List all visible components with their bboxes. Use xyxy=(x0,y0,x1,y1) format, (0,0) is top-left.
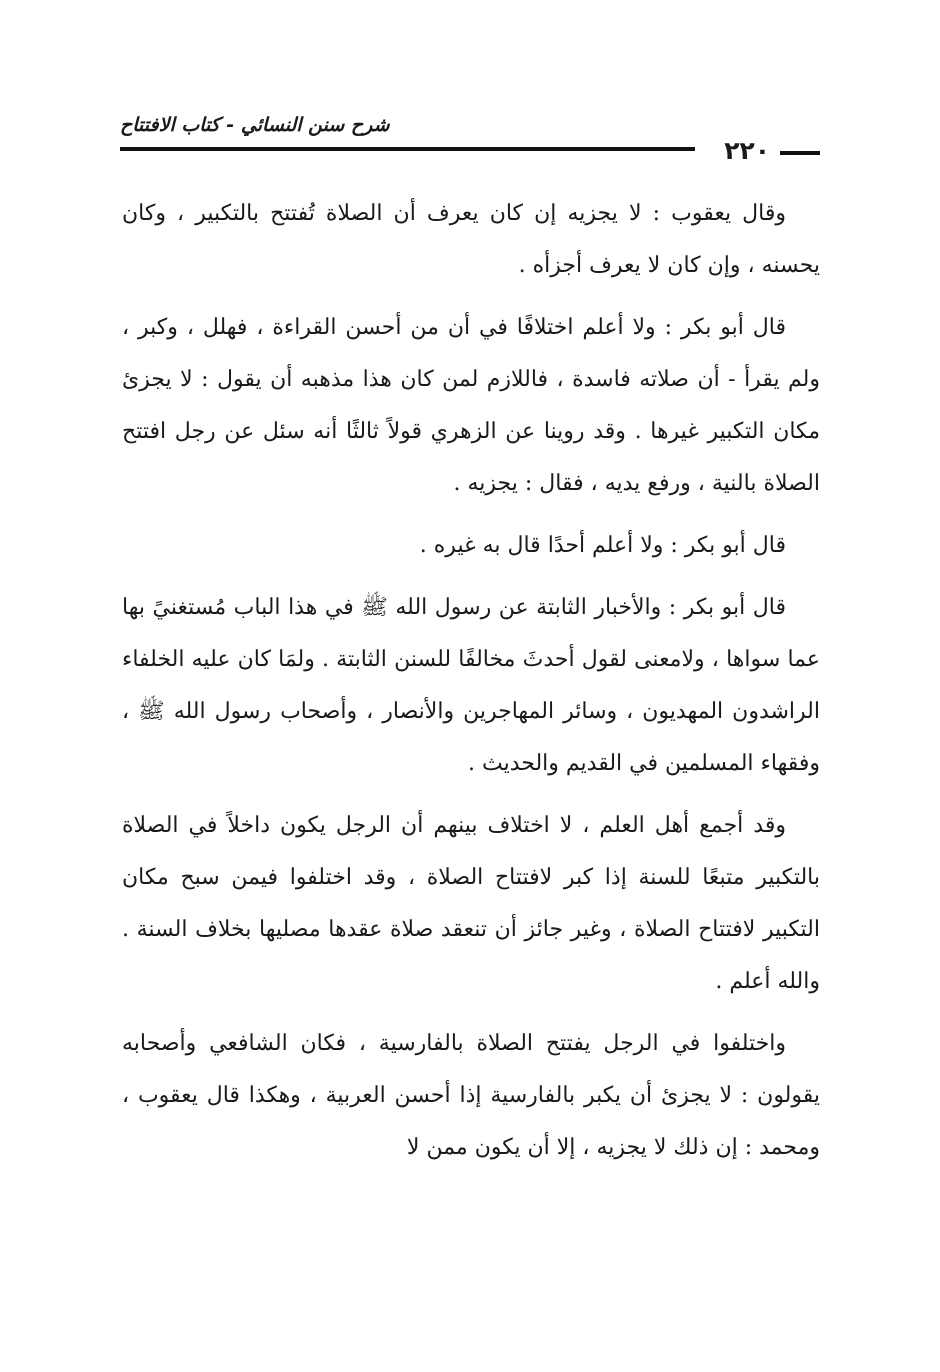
page-number: ٢٢٠ xyxy=(724,136,770,165)
header-rule xyxy=(120,147,695,151)
paragraph-6: واختلفوا في الرجل يفتتح الصلاة بالفارسية ، فكان الشافعي وأصحابه يقولون : لا يجزئ أن يكبر بالفارسية إذا أحسن العربية ، وهكذا قال يعقوب ، ومحمد : إن ذلك لا يجزيه ، إلا أن يكون ممن لا xyxy=(122,1031,820,1160)
paragraph-1: وقال يعقوب : لا يجزيه إن كان يعرف أن الصلاة تُفتتح بالتكبير ، وكان يحسنه ، وإن كان لا يعرف أجزأه . xyxy=(122,201,820,278)
paragraph-2: قال أبو بكر : ولا أعلم اختلافًا في أن من أحسن القراءة ، فهلل ، وكبر ، ولم يقرأ - أن صلاته فاسدة ، فاللازم لمن كان هذا مذهبه أن يقول : لا يجزئ مكان التكبير غيرها . وقد روينا عن الزهري قولاً ثالثًا أنه سئل عن رجل افتتح الصلاة بالنية ، ورفع يديه ، فقال : يجزيه . xyxy=(122,315,820,496)
header-title: شرح سنن النسائي - كتاب الافتتاح xyxy=(120,114,390,136)
paragraph-3: قال أبو بكر : ولا أعلم أحدًا قال به غيره . xyxy=(419,533,786,558)
paragraph-5: وقد أجمع أهل العلم ، لا اختلاف بينهم أن الرجل يكون داخلاً في الصلاة بالتكبير متبعًا للسنة إذا كبر لافتتاح الصلاة ، وقد اختلفوا فيمن سبح مكان التكبير لافتتاح الصلاة ، وغير جائز أن تنعقد صلاة عقدها مصليها بخلاف السنة . والله أعلم . xyxy=(122,813,820,994)
page-number-dash xyxy=(780,151,820,155)
paragraph-4: قال أبو بكر : والأخبار الثابتة عن رسول الله ﷺ في هذا الباب مُستغنيً بها عما سواها ، ولامعنى لقول أحدثَ مخالفًا للسنن الثابتة . ولمَا كان عليه الخلفاء الراشدون المهديون ، وسائر المهاجرين والأنصار ، وأصحاب رسول الله ﷺ ، وفقهاء المسلمين في القديم والحديث . xyxy=(122,595,820,776)
running-header xyxy=(120,112,820,165)
body-text xyxy=(122,188,820,1184)
